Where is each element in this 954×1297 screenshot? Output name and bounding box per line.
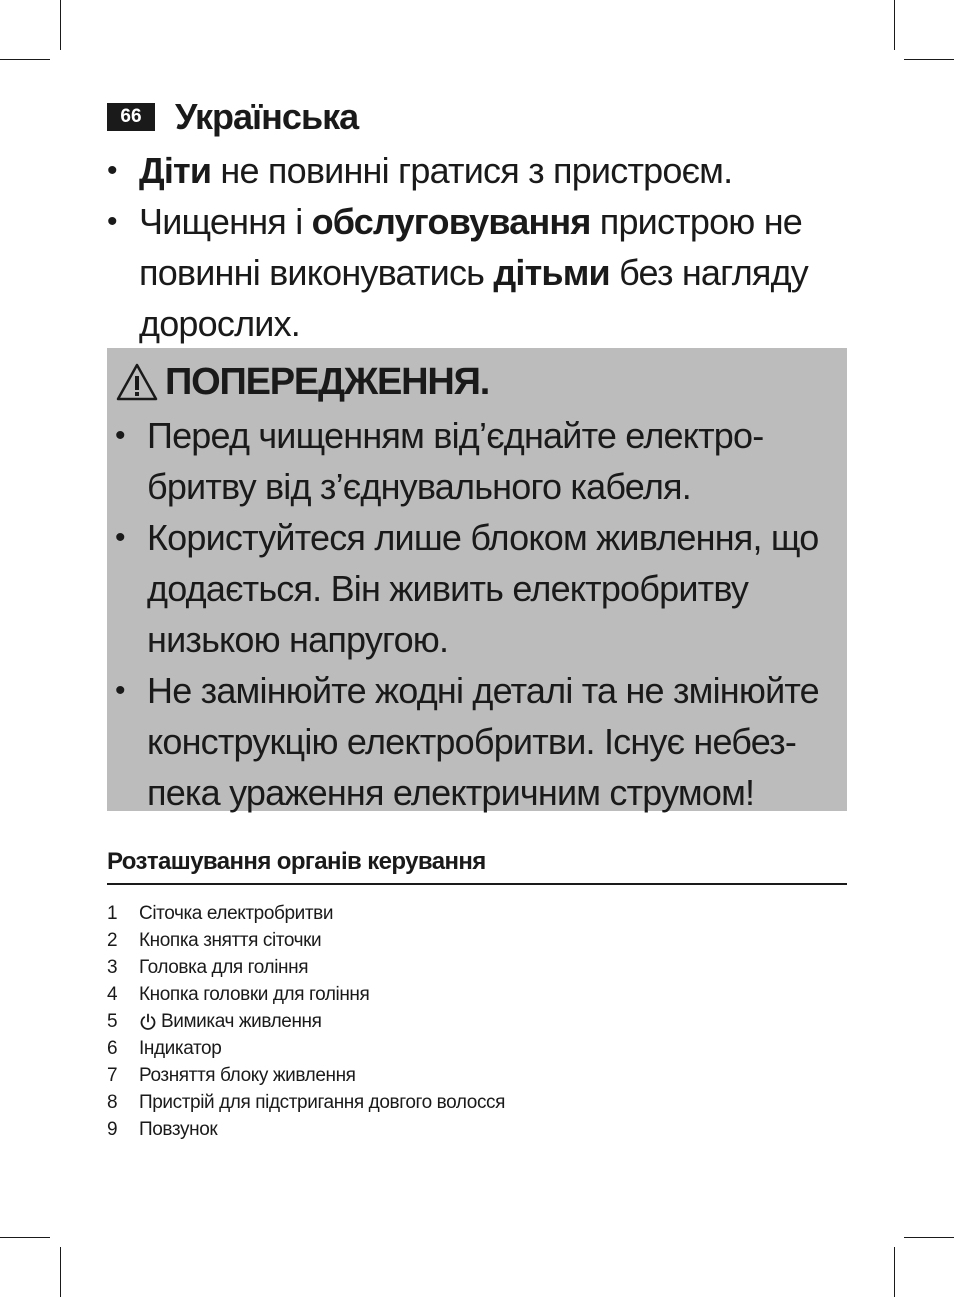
- power-icon: [139, 1013, 161, 1031]
- list-item: [107, 1008, 847, 1035]
- bullet-dot: •: [107, 205, 117, 238]
- item-label: Пристрій для підстригання довгого волосся: [139, 1091, 506, 1113]
- bullet-dot: •: [115, 521, 125, 554]
- list-item: [107, 954, 847, 981]
- list-item: [107, 900, 847, 927]
- list-text: Чищення і: [139, 201, 312, 242]
- list-item: [107, 981, 847, 1008]
- warning-text: Перед чищенням від’єднайте електро-бритву від з’єднувального кабеля.: [147, 415, 764, 507]
- bullet-dot: •: [115, 419, 125, 452]
- bold-text: обслуговування: [311, 201, 591, 242]
- item-label: Кнопка головки для гоління: [139, 983, 370, 1005]
- list-item: [115, 512, 837, 665]
- list-item: [107, 1089, 847, 1116]
- item-number: 9: [107, 1118, 118, 1140]
- page-number: 66: [107, 103, 155, 131]
- warning-text: Не замінюйте жодні деталі та не змінюйте конструкцію електробритви. Існує небез-пека ураження електричним струмом!: [147, 670, 819, 813]
- warning-title: ПОПЕРЕДЖЕННЯ.: [165, 360, 490, 403]
- crop-mark: [0, 1237, 50, 1238]
- item-number: 1: [107, 902, 118, 924]
- item-number: 3: [107, 956, 118, 978]
- item-number: 5: [107, 1010, 118, 1032]
- warning-text: Користуйтеся лише блоком живлення, що додається. Він живить електробритву низькою напругою.: [147, 517, 819, 660]
- item-label: Сіточка електробритви: [139, 902, 334, 924]
- top-bullet-list: [107, 145, 847, 349]
- warning-heading: [115, 354, 837, 410]
- item-label: Головка для гоління: [139, 956, 309, 978]
- page-header: [107, 96, 358, 138]
- list-text: не повинні гратися з пристроєм.: [211, 150, 733, 191]
- item-label: Розняття блоку живлення: [139, 1064, 356, 1086]
- list-item: [107, 927, 847, 954]
- controls-list: [107, 900, 847, 1143]
- crop-mark: [894, 1247, 895, 1297]
- list-text: пристрою не повинні виконуватись: [139, 201, 803, 293]
- list-item: [107, 196, 847, 349]
- item-label: Індикатор: [139, 1037, 222, 1059]
- item-number: 7: [107, 1064, 118, 1086]
- crop-mark: [0, 59, 50, 60]
- list-item: [107, 1035, 847, 1062]
- list-item: [107, 145, 847, 196]
- warning-box: [107, 348, 847, 811]
- crop-mark: [60, 0, 61, 50]
- list-item: [115, 665, 837, 818]
- item-number: 6: [107, 1037, 118, 1059]
- item-label: Кнопка зняття сіточки: [139, 929, 322, 951]
- crop-mark: [904, 59, 954, 60]
- item-label: Вимикач живлення: [161, 1010, 322, 1032]
- list-item: [107, 1062, 847, 1089]
- list-item: [107, 1116, 847, 1143]
- crop-mark: [60, 1247, 61, 1297]
- bold-text: Діти: [139, 150, 212, 191]
- bullet-dot: •: [107, 154, 117, 187]
- bold-text: дітьми: [493, 252, 610, 293]
- crop-mark: [894, 0, 895, 50]
- list-item: [115, 410, 837, 512]
- section-title: Розташування органів керування: [107, 848, 847, 885]
- item-number: 2: [107, 929, 118, 951]
- crop-mark: [904, 1237, 954, 1238]
- bullet-dot: •: [115, 674, 125, 707]
- item-label: Повзунок: [139, 1118, 218, 1140]
- warning-triangle-icon: [115, 362, 159, 402]
- language-title: Українська: [175, 96, 359, 137]
- list-text: без нагляду дорослих.: [139, 252, 808, 344]
- item-number: 8: [107, 1091, 118, 1113]
- item-number: 4: [107, 983, 118, 1005]
